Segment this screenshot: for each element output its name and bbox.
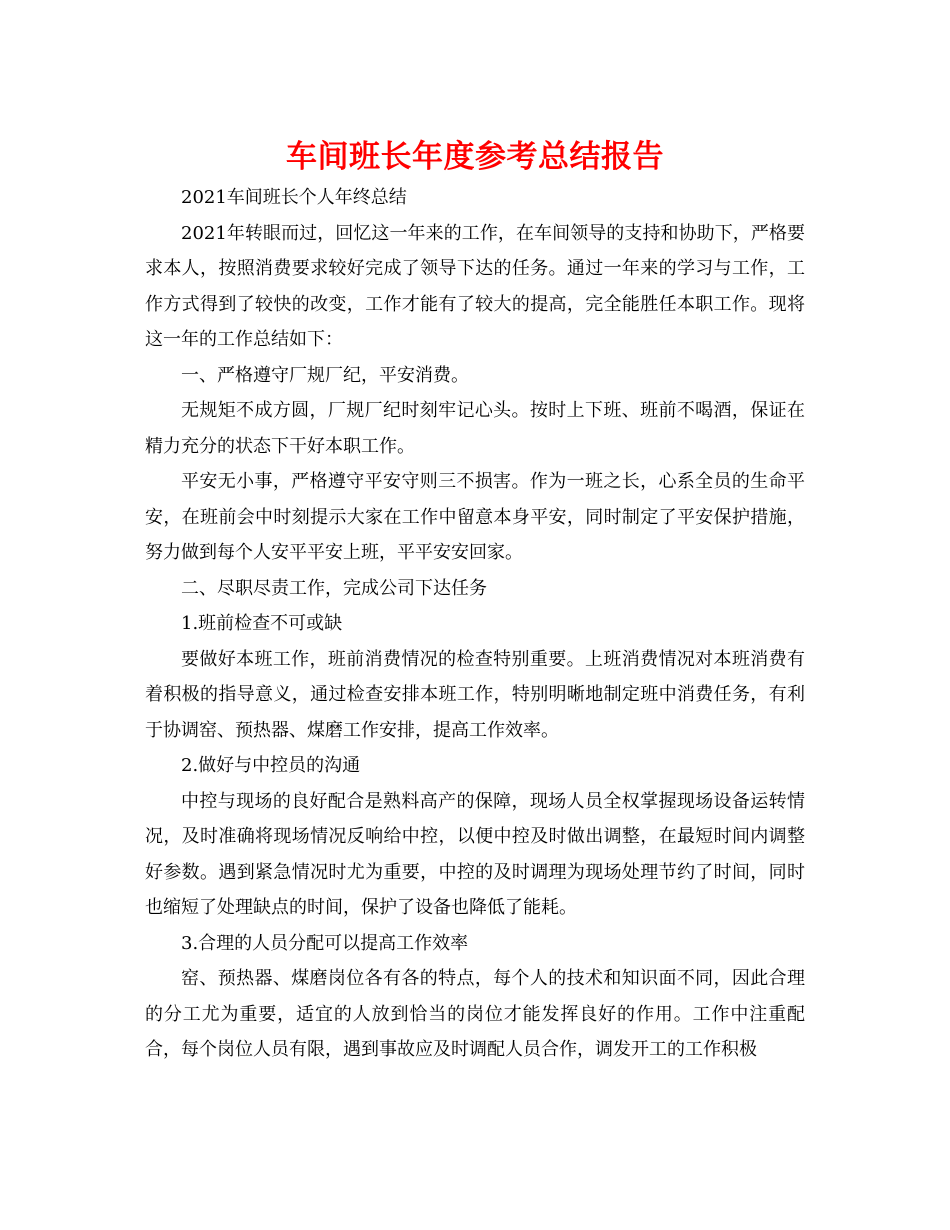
document-title: 车间班长年度参考总结报告 xyxy=(286,139,664,175)
subheading-3: 3.合理的人员分配可以提高工作效率 xyxy=(181,932,469,954)
paragraph: 窑、预热器、煤磨岗位各有各的特点，每个人的技术和知识面不同，因此合理的分工尤为重要，适宜的人放到恰当的岗位才能发挥良好的作用。工作中注重配合，每个岗位人员有限，遇到事故应及时调配人员合作，调发开工的工作积极 xyxy=(145,968,805,1060)
subheading-2: 2.做好与中控员的沟通 xyxy=(181,755,361,776)
paragraph-intro: 2021年转眼而过，回忆这一年来的工作，在车间领导的支持和协助下，严格要求本人，按照消费要求较好完成了领导下达的任务。通过一年来的学习与工作，工作方式得到了较快的改变，工作才能有了较大的提高，完全能胜任本职工作。现将这一年的工作总结如下： xyxy=(145,222,805,350)
subheading-1: 1.班前检查不可或缺 xyxy=(181,613,343,634)
paragraph-subtitle: 2021车间班长个人年终总结 xyxy=(181,187,407,208)
section-heading-2: 二、尽职尽责工作，完成公司下达任务 xyxy=(181,577,487,599)
section-heading-1: 一、严格遵守厂规厂纪，平安消费。 xyxy=(181,364,469,386)
paragraph: 平安无小事，严格遵守平安守则三不损害。作为一班之长，心系全员的生命平安，在班前会中时刻提示大家在工作中留意本身平安，同时制定了平安保护措施，努力做到每个人安平平安上班，平平安安回家。 xyxy=(145,471,805,563)
paragraph: 要做好本班工作，班前消费情况的检查特别重要。上班消费情况对本班消费有着积极的指导意义，通过检查安排本班工作，特别明晰地制定班中消费任务，有利于协调窑、预热器、煤磨工作安排，提高工作效率。 xyxy=(145,648,805,741)
document-body xyxy=(145,180,805,1068)
paragraph: 无规矩不成方圆，厂规厂纪时刻牢记心头。按时上下班、班前不喝酒，保证在精力充分的状态下干好本职工作。 xyxy=(145,400,805,457)
paragraph: 中控与现场的良好配合是熟料高产的保障，现场人员全权掌握现场设备运转情况，及时准确将现场情况反响给中控，以便中控及时做出调整，在最短时间内调整好参数。遇到紧急情况时尤为重要，中控的及时调理为现场处理节约了时间，同时也缩短了处理缺点的时间，保护了设备也降低了能耗。 xyxy=(145,790,805,918)
